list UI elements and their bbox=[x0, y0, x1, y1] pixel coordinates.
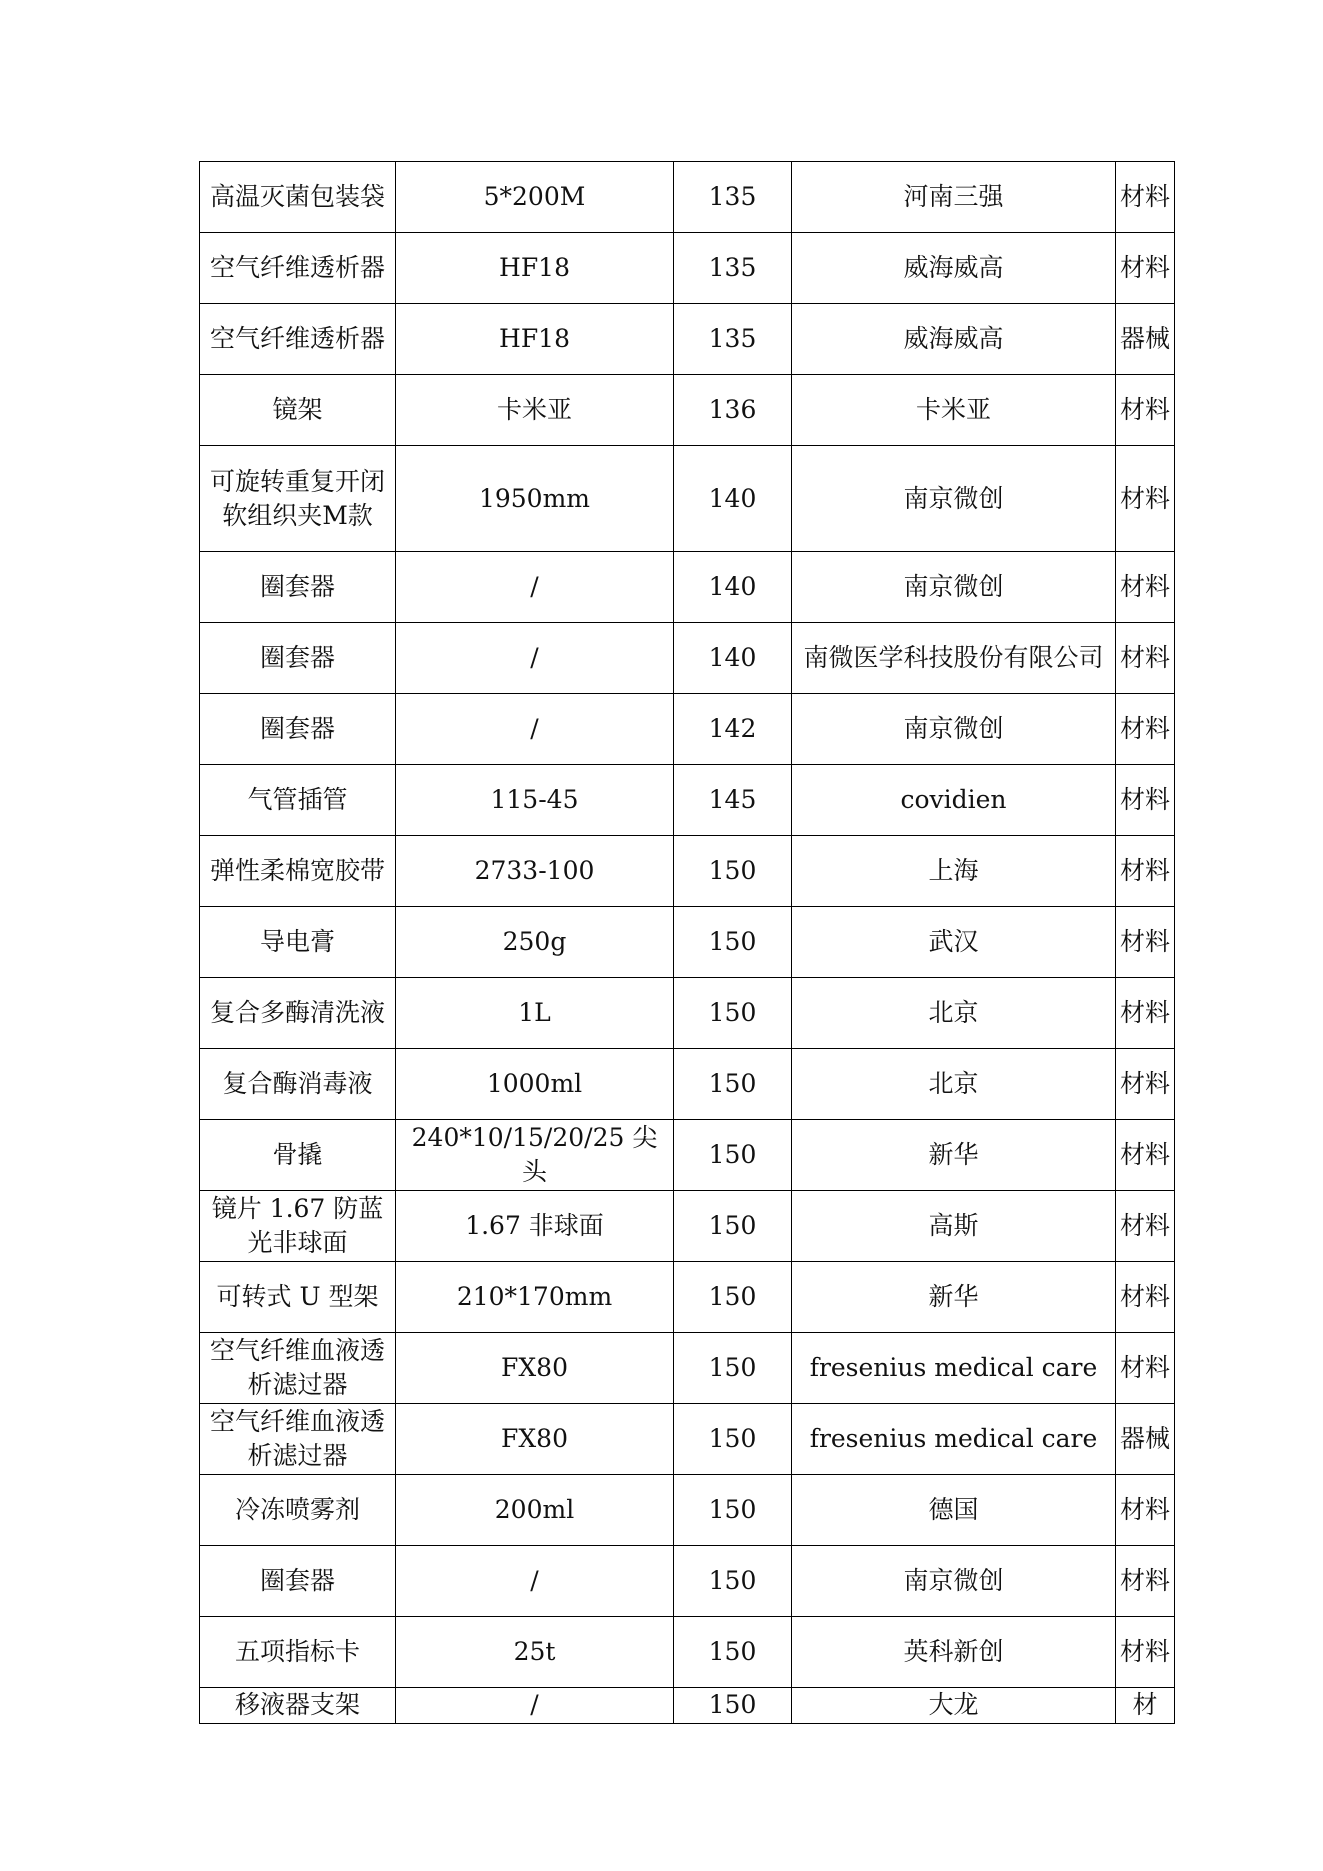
item-price: 150 bbox=[674, 1617, 792, 1688]
item-name: 高温灭菌包装袋 bbox=[200, 162, 396, 233]
item-spec: 1000ml bbox=[396, 1049, 674, 1120]
item-price: 150 bbox=[674, 1475, 792, 1546]
item-spec: 25t bbox=[396, 1617, 674, 1688]
table-row bbox=[200, 375, 1175, 446]
table-row bbox=[200, 1262, 1175, 1333]
item-name: 冷冻喷雾剂 bbox=[200, 1475, 396, 1546]
item-name: 骨撬 bbox=[200, 1120, 396, 1191]
item-spec: 5*200M bbox=[396, 162, 674, 233]
item-spec: / bbox=[396, 694, 674, 765]
item-name: 复合多酶清洗液 bbox=[200, 978, 396, 1049]
item-spec: FX80 bbox=[396, 1404, 674, 1475]
item-category: 材料 bbox=[1116, 446, 1175, 552]
item-spec: 115-45 bbox=[396, 765, 674, 836]
item-name: 可旋转重复开闭软组织夹M款 bbox=[200, 446, 396, 552]
item-category: 材料 bbox=[1116, 765, 1175, 836]
table-row bbox=[200, 1120, 1175, 1191]
item-price: 150 bbox=[674, 1688, 792, 1724]
table-row bbox=[200, 1049, 1175, 1120]
item-category: 材料 bbox=[1116, 1262, 1175, 1333]
item-price: 150 bbox=[674, 1546, 792, 1617]
item-category: 器械 bbox=[1116, 1404, 1175, 1475]
item-category: 材料 bbox=[1116, 1475, 1175, 1546]
item-category: 材料 bbox=[1116, 1546, 1175, 1617]
item-price: 140 bbox=[674, 623, 792, 694]
item-name: 圈套器 bbox=[200, 1546, 396, 1617]
table-row bbox=[200, 694, 1175, 765]
table-row bbox=[200, 907, 1175, 978]
item-spec: 200ml bbox=[396, 1475, 674, 1546]
item-maker: 南京微创 bbox=[792, 694, 1116, 765]
item-price: 150 bbox=[674, 907, 792, 978]
item-spec: / bbox=[396, 623, 674, 694]
item-category: 材料 bbox=[1116, 552, 1175, 623]
item-price: 140 bbox=[674, 446, 792, 552]
item-spec: 250g bbox=[396, 907, 674, 978]
table-row bbox=[200, 1191, 1175, 1262]
item-price: 150 bbox=[674, 1333, 792, 1404]
item-maker: 新华 bbox=[792, 1262, 1116, 1333]
item-maker: 上海 bbox=[792, 836, 1116, 907]
product-table bbox=[199, 161, 1175, 1724]
table-row bbox=[200, 304, 1175, 375]
table-row bbox=[200, 446, 1175, 552]
item-price: 135 bbox=[674, 233, 792, 304]
item-price: 150 bbox=[674, 978, 792, 1049]
item-price: 136 bbox=[674, 375, 792, 446]
item-spec: 1L bbox=[396, 978, 674, 1049]
item-price: 150 bbox=[674, 1262, 792, 1333]
item-category: 材料 bbox=[1116, 1191, 1175, 1262]
item-spec: 2733-100 bbox=[396, 836, 674, 907]
item-maker: 卡米亚 bbox=[792, 375, 1116, 446]
item-maker: 德国 bbox=[792, 1475, 1116, 1546]
table-row bbox=[200, 162, 1175, 233]
item-name: 镜架 bbox=[200, 375, 396, 446]
item-maker: 北京 bbox=[792, 978, 1116, 1049]
item-spec: / bbox=[396, 1688, 674, 1724]
item-category: 材料 bbox=[1116, 836, 1175, 907]
item-name: 空气纤维血液透析滤过器 bbox=[200, 1404, 396, 1475]
item-category: 材料 bbox=[1116, 233, 1175, 304]
item-maker: fresenius medical care bbox=[792, 1333, 1116, 1404]
item-spec: 240*10/15/20/25 尖头 bbox=[396, 1120, 674, 1191]
item-category: 材料 bbox=[1116, 1617, 1175, 1688]
item-spec: / bbox=[396, 1546, 674, 1617]
item-spec: HF18 bbox=[396, 304, 674, 375]
item-name: 圈套器 bbox=[200, 694, 396, 765]
item-category: 材料 bbox=[1116, 1049, 1175, 1120]
table-row bbox=[200, 233, 1175, 304]
item-maker: 南微医学科技股份有限公司 bbox=[792, 623, 1116, 694]
item-name: 五项指标卡 bbox=[200, 1617, 396, 1688]
table-row bbox=[200, 1688, 1175, 1724]
item-price: 142 bbox=[674, 694, 792, 765]
item-price: 135 bbox=[674, 162, 792, 233]
item-name: 移液器支架 bbox=[200, 1688, 396, 1724]
item-name: 空气纤维透析器 bbox=[200, 304, 396, 375]
item-category: 材料 bbox=[1116, 978, 1175, 1049]
item-category: 材料 bbox=[1116, 162, 1175, 233]
item-name: 弹性柔棉宽胶带 bbox=[200, 836, 396, 907]
item-category: 材料 bbox=[1116, 907, 1175, 978]
table-row bbox=[200, 1617, 1175, 1688]
item-price: 140 bbox=[674, 552, 792, 623]
table-row bbox=[200, 623, 1175, 694]
item-category: 材料 bbox=[1116, 694, 1175, 765]
item-spec: 210*170mm bbox=[396, 1262, 674, 1333]
item-name: 镜片 1.67 防蓝光非球面 bbox=[200, 1191, 396, 1262]
table-row bbox=[200, 1333, 1175, 1404]
table-row bbox=[200, 1475, 1175, 1546]
table-row bbox=[200, 1546, 1175, 1617]
item-category: 材料 bbox=[1116, 1333, 1175, 1404]
item-maker: 河南三强 bbox=[792, 162, 1116, 233]
item-maker: 威海威高 bbox=[792, 233, 1116, 304]
item-maker: 南京微创 bbox=[792, 1546, 1116, 1617]
item-maker: 高斯 bbox=[792, 1191, 1116, 1262]
item-spec: 1950mm bbox=[396, 446, 674, 552]
item-price: 150 bbox=[674, 836, 792, 907]
item-name: 空气纤维血液透析滤过器 bbox=[200, 1333, 396, 1404]
item-category: 器械 bbox=[1116, 304, 1175, 375]
item-name: 圈套器 bbox=[200, 623, 396, 694]
item-maker: 新华 bbox=[792, 1120, 1116, 1191]
item-price: 150 bbox=[674, 1120, 792, 1191]
item-price: 150 bbox=[674, 1404, 792, 1475]
item-price: 150 bbox=[674, 1049, 792, 1120]
item-maker: 武汉 bbox=[792, 907, 1116, 978]
item-spec: FX80 bbox=[396, 1333, 674, 1404]
item-category: 材料 bbox=[1116, 375, 1175, 446]
item-category: 材料 bbox=[1116, 1120, 1175, 1191]
table-row bbox=[200, 1404, 1175, 1475]
table-row bbox=[200, 765, 1175, 836]
item-price: 135 bbox=[674, 304, 792, 375]
item-name: 复合酶消毒液 bbox=[200, 1049, 396, 1120]
item-maker: 大龙 bbox=[792, 1688, 1116, 1724]
item-category: 材 bbox=[1116, 1688, 1175, 1724]
item-price: 150 bbox=[674, 1191, 792, 1262]
item-maker: 南京微创 bbox=[792, 552, 1116, 623]
item-category: 材料 bbox=[1116, 623, 1175, 694]
item-spec: HF18 bbox=[396, 233, 674, 304]
item-name: 导电膏 bbox=[200, 907, 396, 978]
item-name: 空气纤维透析器 bbox=[200, 233, 396, 304]
item-maker: covidien bbox=[792, 765, 1116, 836]
item-maker: fresenius medical care bbox=[792, 1404, 1116, 1475]
item-name: 可转式 U 型架 bbox=[200, 1262, 396, 1333]
item-spec: 1.67 非球面 bbox=[396, 1191, 674, 1262]
item-name: 气管插管 bbox=[200, 765, 396, 836]
item-maker: 威海威高 bbox=[792, 304, 1116, 375]
item-spec: / bbox=[396, 552, 674, 623]
item-name: 圈套器 bbox=[200, 552, 396, 623]
table-row bbox=[200, 552, 1175, 623]
item-maker: 英科新创 bbox=[792, 1617, 1116, 1688]
item-maker: 南京微创 bbox=[792, 446, 1116, 552]
table-row bbox=[200, 836, 1175, 907]
item-price: 145 bbox=[674, 765, 792, 836]
item-spec: 卡米亚 bbox=[396, 375, 674, 446]
table-row bbox=[200, 978, 1175, 1049]
item-maker: 北京 bbox=[792, 1049, 1116, 1120]
